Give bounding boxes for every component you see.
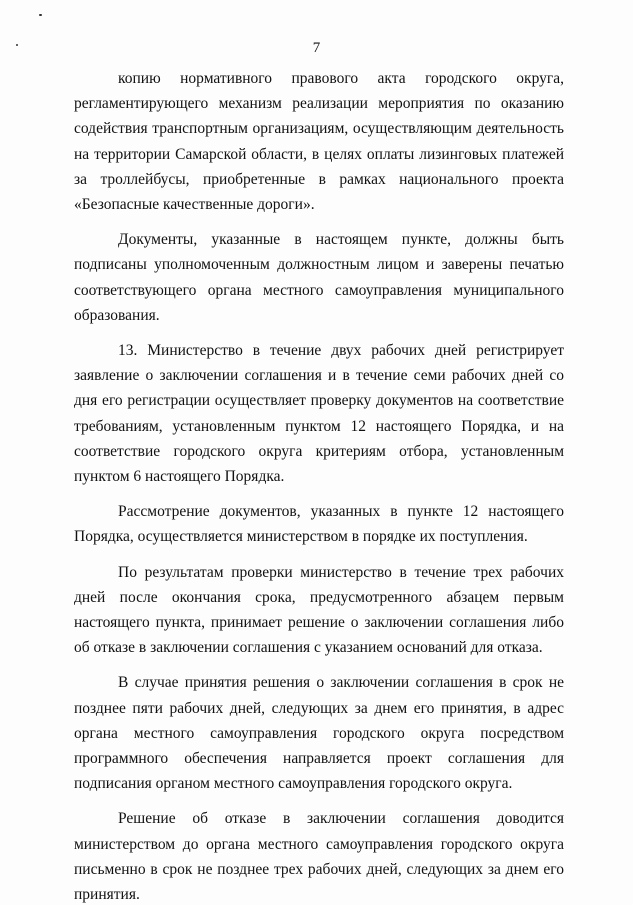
paragraph: Документы, указанные в настоящем пункте, должны быть подписаны уполномоченным должностным лицом и заверены печатью соответствующего органа местного самоуправления муниципального образования. (74, 231, 564, 324)
document-body (74, 66, 564, 907)
paragraph: копию нормативного правового акта городского округа, регламентирующего механизм реализации мероприятия по оказанию содействия транспортным организациям, осуществляющим деятельность на территории Самарской области, в целях оплаты лизинговых платежей за троллейбусы, приобретенные в рамках национального проекта «Безопасные качественные дороги». (74, 70, 564, 214)
paragraph: В случае принятия решения о заключении соглашения в срок не позднее пяти рабочих дней, следующих за днем его принятия, в адрес органа местного самоуправления городского округа посредством программного обеспечения направляется проект соглашения для подписания органом местного самоуправления городского округа. (74, 674, 564, 793)
paragraph: 13. Министерство в течение двух рабочих дней регистрирует заявление о заключении соглашения и в течение семи рабочих дней со дня его регистрации осуществляет проверку документов на соответствие требованиям, установленным пунктом 12 настоящего Порядка, и на соответствие городского округа критериям отбора, установленным пунктом 6 настоящего Порядка. (74, 342, 564, 486)
paragraph: Решение об отказе в заключении соглашения доводится министерством до органа местного самоуправления городского округа письменно в срок не позднее трех рабочих дней, следующих за днем его принятия. (74, 810, 564, 904)
paragraph: По результатам проверки министерство в течение трех рабочих дней после окончания срока, предусмотренного абзацем первым настоящего пункта, принимает решение о заключении соглашения либо об отказе в заключении соглашения с указанием оснований для отказа. (74, 563, 564, 657)
paragraph: Рассмотрение документов, указанных в пункте 12 настоящего Порядка, осуществляется министерством в порядке их поступления. (74, 503, 564, 546)
scan-artifact (39, 14, 42, 16)
page-number: 7 (312, 40, 321, 56)
